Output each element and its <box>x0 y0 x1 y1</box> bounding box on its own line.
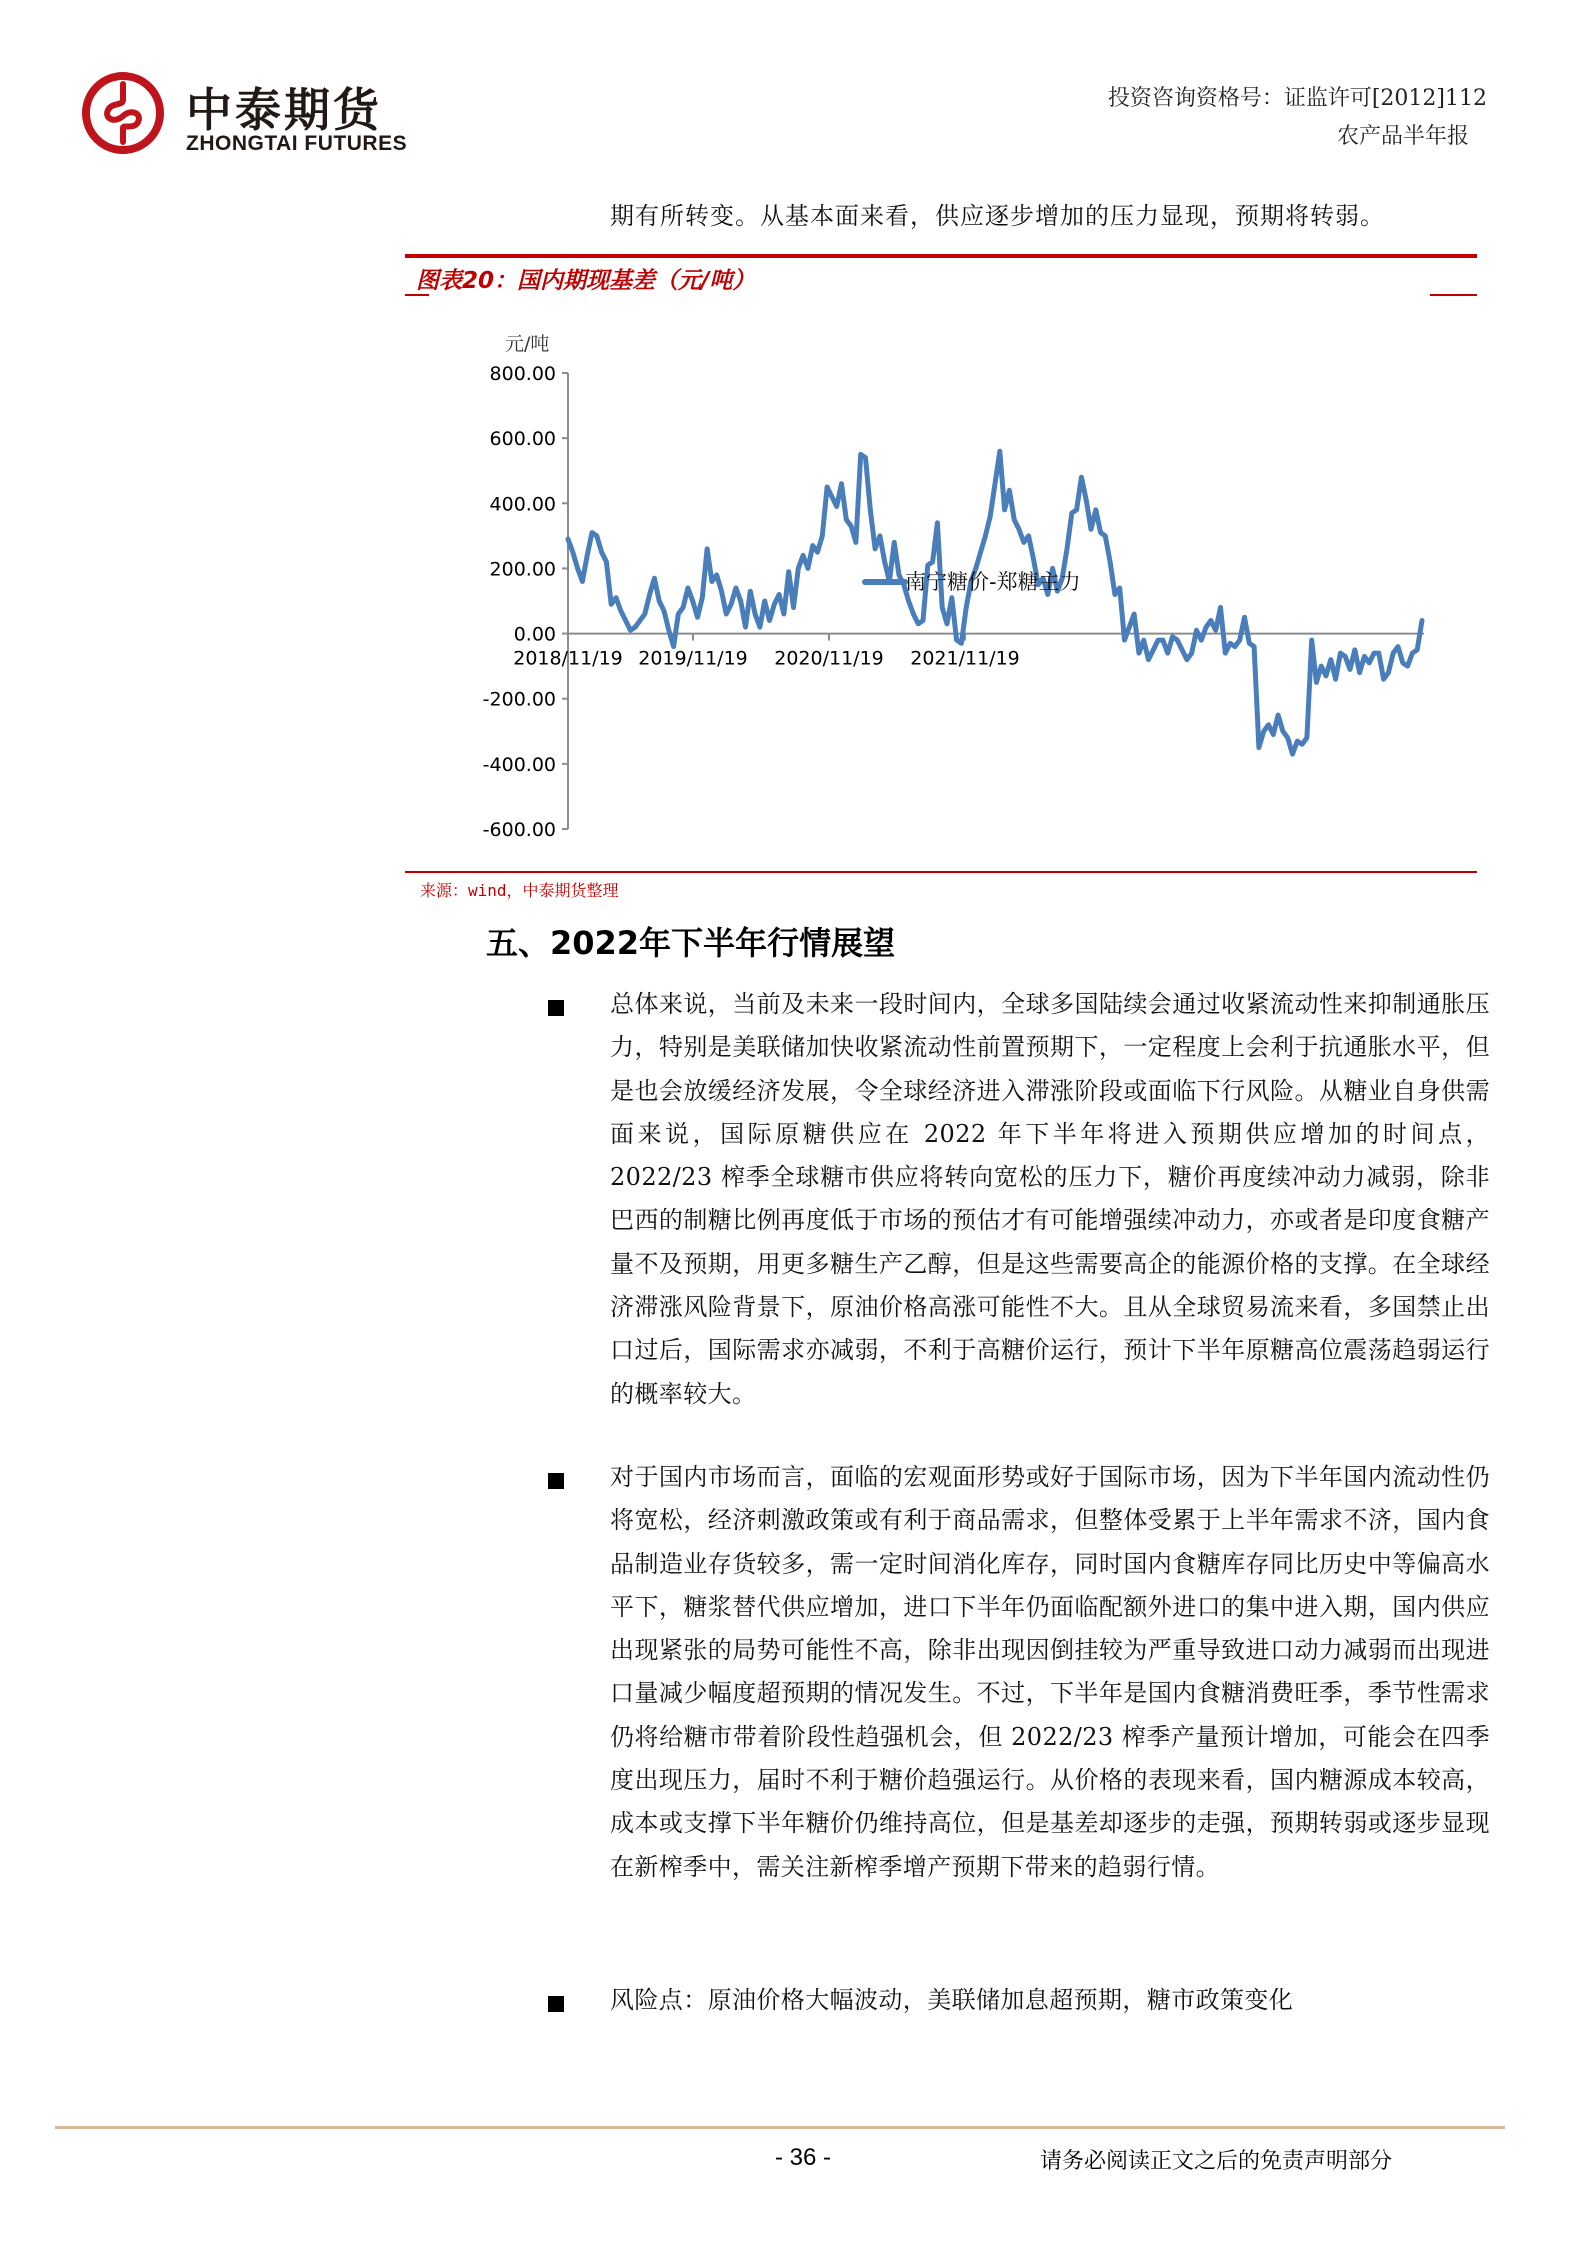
chart-canvas <box>405 320 1477 860</box>
y-tick-label: 0.00 <box>513 623 556 646</box>
qualification-number: 投资咨询资格号：证监许可[2012]112 <box>1107 86 1487 111</box>
figure-title: 图表20：国内期现基差（元/吨） <box>416 268 756 294</box>
x-tick-label: 2021/11/19 <box>910 647 1020 670</box>
y-tick-label: 800.00 <box>489 363 556 385</box>
x-tick-label: 2018/11/19 <box>513 647 623 670</box>
x-tick-label: 2019/11/19 <box>638 647 748 670</box>
page-number: - 36 - <box>775 2144 832 2171</box>
logo-text-cn: 中泰期货 <box>186 83 382 137</box>
bullet-square-icon <box>548 1473 564 1489</box>
bullet-paragraph-1: 总体来说，当前及未来一段时间内，全球多国陆续会通过收紧流动性来抑制通胀压力，特别是美联储加快收紧流动性前置预期下，一定程度上会利于抗通胀水平，但是也会放缓经济发展，令全球经济进入滞涨阶段或面临下行风险。从糖业自身供需面来说，国际原糖供应在 2022 年下半年将进入预期供应增加的时间点，2022/23 榨季全球糖市供应将转向宽松的压力下，糖价再度续冲动力减弱，除非巴西的制糖比例再度低于市场的预估才有可能增强续冲动力，亦或者是印度食糖产量不及预期，用更多糖生产乙醇，但是这些需要高企的能源价格的支撑。在全球经济滞涨风险背景下，原油价格高涨可能性不大。且从全球贸易流来看，多国禁止出口过后，国际需求亦减弱，不利于高糖价运行，预计下半年原糖高位震荡趋弱运行的概率较大。 <box>610 990 1490 1408</box>
y-tick-label: 200.00 <box>489 558 556 581</box>
footer-rule <box>55 2126 1505 2129</box>
header-info <box>1108 80 1487 156</box>
company-logo <box>82 72 442 172</box>
y-tick-label: 400.00 <box>489 493 556 516</box>
y-axis-unit: 元/吨 <box>505 333 550 355</box>
logo-text-en: ZHONGTAI FUTURES <box>186 132 408 155</box>
figure-top-rule <box>405 254 1477 258</box>
logo-mark-icon <box>82 72 164 154</box>
y-tick-label: -200.00 <box>482 688 556 711</box>
source-rule <box>405 871 1477 873</box>
bullet-paragraph-2: 对于国内市场而言，面临的宏观面形势或好于国际市场，因为下半年国内流动性仍将宽松，经济刺激政策或有利于商品需求，但整体受累于上半年需求不济，国内食品制造业存货较多，需一定时间消化库存，同时国内食糖库存同比历史中等偏高水平下，糖浆替代供应增加，进口下半年仍面临配额外进口的集中进入期，国内供应出现紧张的局势可能性不高，除非出现因倒挂较为严重导致进口动力减弱而出现进口量减少幅度超预期的情况发生。不过，下半年是国内食糖消费旺季，季节性需求仍将给糖市带着阶段性趋强机会，但 2022/23 榨季产量预计增加，可能会在四季度出现压力，届时不利于糖价趋强运行。从价格的表现来看，国内糖源成本较高，成本或支撑下半年糖价仍维持高位，但是基差却逐步的走强，预期转弱或逐步显现在新榨季中，需关注新榨季增产预期下带来的趋弱行情。 <box>610 1463 1490 1881</box>
intro-paragraph-tail: 期有所转变。从基本面来看，供应逐步增加的压力显现，预期将转弱。 <box>610 202 1385 230</box>
disclaimer-note: 请务必阅读正文之后的免责声明部分 <box>1040 2149 1393 2174</box>
figure-source: 来源：wind，中泰期货整理 <box>420 881 619 900</box>
series-line <box>568 451 1422 754</box>
legend-label: 南宁糖价-郑糖主力 <box>905 570 1081 594</box>
basis-line-chart <box>405 320 1477 860</box>
y-tick-label: 600.00 <box>489 428 556 451</box>
report-type: 农产品半年报 <box>1336 124 1469 149</box>
figure-rule-right <box>1430 294 1477 296</box>
y-tick-label: -600.00 <box>482 819 556 841</box>
figure-rule-left <box>405 294 429 296</box>
bullet-square-icon <box>548 1000 564 1016</box>
section-title: 五、2022年下半年行情展望 <box>486 924 896 962</box>
bullet-square-icon <box>548 1996 564 2012</box>
x-tick-label: 2020/11/19 <box>774 647 884 670</box>
y-tick-label: -400.00 <box>482 753 556 776</box>
bullet-paragraph-3: 风险点：原油价格大幅波动，美联储加息超预期，糖市政策变化 <box>610 1986 1294 2014</box>
